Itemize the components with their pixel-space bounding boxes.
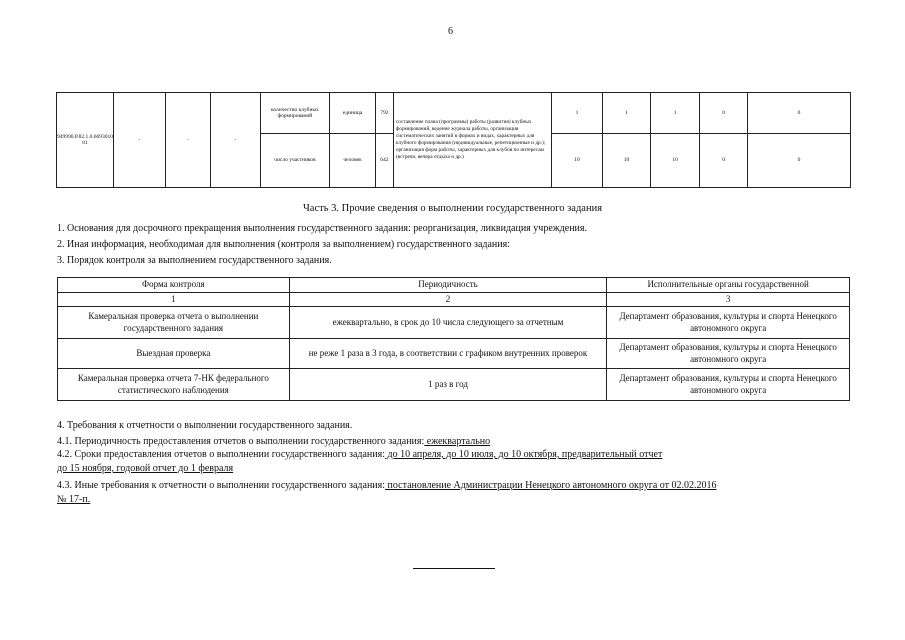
table-cell: - (165, 93, 211, 188)
value-cell: 1 (650, 93, 700, 134)
table-row (58, 292, 850, 307)
column-number: 2 (289, 292, 607, 307)
table-row (58, 369, 850, 401)
item-4-3-label: 4.3. Иные требования к отчетности о выполнении государственного задания: (57, 480, 386, 491)
value-cell: 1 (551, 93, 603, 134)
table-cell: Департамент образования, культуры и спорта Ненецкого автономного округа (607, 339, 850, 369)
item-4-3-value: постановление Администрации Ненецкого автономного округа от 02.02.2016 (385, 480, 717, 491)
item-2: 2. Иная информация, необходимая для выполнения (контроля за выполнением) государственного задания: (57, 239, 511, 250)
table-cell: - (114, 93, 166, 188)
item-3: 3. Порядок контроля за выполнением государственного задания. (57, 255, 332, 266)
registry-code: 949990.Р.82.1.0.6693010 01 (57, 93, 114, 188)
okei-cell: 792 (375, 93, 393, 134)
table-cell: Камеральная проверка отчета о выполнении государственного задания (58, 307, 290, 339)
footer-rule (413, 568, 495, 569)
column-number: 3 (607, 292, 850, 307)
item-4-1 (57, 436, 490, 447)
table-row (58, 339, 850, 369)
table-row (58, 307, 850, 339)
table-row (57, 93, 851, 134)
item-1: 1. Основания для досрочного прекращения выполнения государственного задания: реорганизация, ликвидация учреждения. (57, 223, 587, 234)
value-cell: 0 (700, 134, 748, 188)
item-4-2-label: 4.2. Сроки предоставления отчетов о выполнении государственного задания: (57, 449, 385, 460)
okei-cell: 642 (375, 134, 393, 188)
item-4: 4. Требования к отчетности о выполнении государственного задания. (57, 420, 353, 431)
indicator-name: число участников (260, 134, 330, 188)
unit-cell: единица (330, 93, 376, 134)
column-header: Периодичность (289, 278, 607, 293)
column-number: 1 (58, 292, 290, 307)
value-cell: 1 (603, 93, 651, 134)
item-4-1-value: ежеквартально (424, 436, 491, 447)
table-cell: Департамент образования, культуры и спорта Ненецкого автономного округа (607, 369, 850, 401)
value-cell: 0 (747, 93, 850, 134)
column-header: Форма контроля (58, 278, 290, 293)
column-header: Исполнительные органы государственной (607, 278, 850, 293)
part3-title: Часть 3. Прочие сведения о выполнении государственного задания (302, 203, 603, 214)
indicator-name: количество клубных формирований (260, 93, 330, 134)
table-cell: Департамент образования, культуры и спорта Ненецкого автономного округа (607, 307, 850, 339)
value-cell: 10 (603, 134, 651, 188)
unit-cell: человек (330, 134, 376, 188)
table-header-row (58, 278, 850, 293)
service-volume-table (56, 92, 851, 188)
control-table (57, 277, 850, 401)
work-description: составление плана (программы) работы (развития) клубных формирований, ведение журнала работы, организация систематических занятий в формах и видах, характерных для клубного формирования (индивидуальные, репетиционные и др.); организация форм работы, характерных для клубов по интересам (встречи, вечера отдыха и др.) (393, 93, 551, 188)
table-cell: Камеральная проверка отчета 7-НК федерального статистического наблюдения (58, 369, 290, 401)
item-4-3-continuation: № 17-п. (57, 494, 91, 505)
item-4-2-continuation: до 15 ноября, годовой отчет до 1 февраля (57, 463, 234, 474)
item-4-1-label: 4.1. Периодичность предоставления отчетов о выполнении государственного задания: (57, 436, 425, 447)
value-cell: 0 (747, 134, 850, 188)
table-cell: 1 раз в год (289, 369, 607, 401)
table-cell: не реже 1 раза в 3 года, в соответствии с графиком внутренних проверок (289, 339, 607, 369)
value-cell: 10 (551, 134, 603, 188)
table-cell: ежеквартально, в срок до 10 числа следующего за отчетным (289, 307, 607, 339)
table-cell: Выездная проверка (58, 339, 290, 369)
value-cell: 0 (700, 93, 748, 134)
value-cell: 10 (650, 134, 700, 188)
item-4-2 (57, 449, 662, 460)
item-4-2-value: до 10 апреля, до 10 июля, до 10 октября, предварительный отчет (385, 449, 663, 460)
table-cell: - (211, 93, 261, 188)
item-4-3 (57, 480, 717, 491)
page-number: 6 (448, 26, 453, 37)
